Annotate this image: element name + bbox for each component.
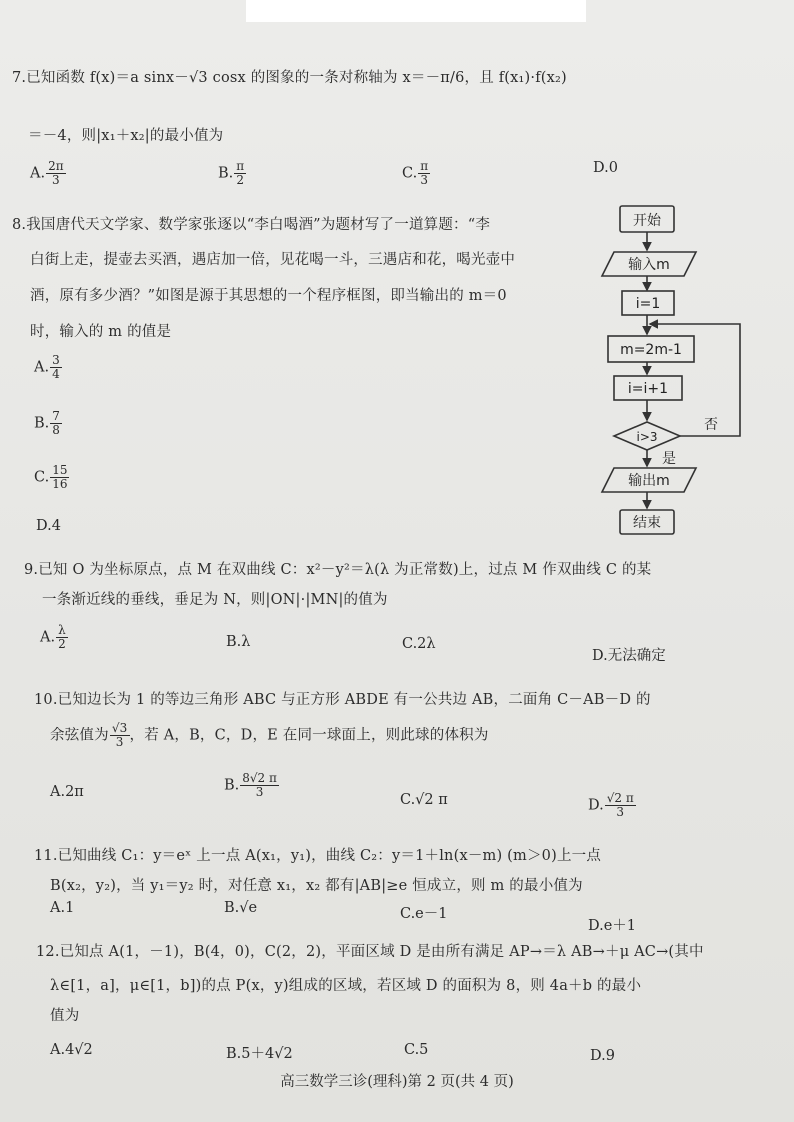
q11-option-a: A.1 bbox=[50, 900, 75, 916]
q11-line2: B(x₂，y₂)，当 y₁＝y₂ 时，对任意 x₁，x₂ 都有|AB|≥e 恒成立，则 m 的最小值为 bbox=[50, 878, 583, 894]
q10-option-d: D. $\frac{√2 \pi}{3}$ bbox=[588, 791, 634, 819]
q9-option-a: A. $\frac{\lambda}{2}$ bbox=[40, 623, 66, 651]
q12-line3: 值为 bbox=[50, 1008, 80, 1024]
q8-option-a: A. $\frac{3}{4}$ bbox=[34, 353, 60, 381]
q10-line2: 余弦值为 $\frac{√3}{3}$ ，若 A，B，C，D，E 在同一球面上，则此球的体积为 bbox=[50, 721, 489, 749]
flow-input-label: 输入m bbox=[628, 257, 670, 273]
flow-condition-label: i>3 bbox=[636, 430, 658, 444]
page-footer: 高三数学三诊(理科)第 2 页(共 4 页) bbox=[280, 1074, 514, 1090]
q8-line1: 8.我国唐代天文学家、数学家张逐以“李白喝酒”为题材写了一道算题：“李 bbox=[12, 217, 491, 233]
q11-option-c: C.e－1 bbox=[400, 906, 448, 922]
q12-line2: λ∈[1，a]，μ∈[1，b])的点 P(x，y)组成的区域，若区域 D 的面积为 8，则 4a＋b 的最小 bbox=[50, 978, 642, 994]
q10-option-a: A.2π bbox=[50, 784, 84, 800]
flow-step1-label: m=2m-1 bbox=[620, 342, 682, 358]
q11-option-d: D.e＋1 bbox=[588, 918, 637, 934]
q8-line2: 白街上走，提壶去买酒，遇店加一倍，见花喝一斗，三遇店和花，喝光壶中 bbox=[30, 252, 516, 268]
q11-line1: 11.已知曲线 C₁：y＝eˣ 上一点 A(x₁，y₁)，曲线 C₂：y＝1＋ln(x－m) (m＞0)上一点 bbox=[34, 848, 602, 864]
flow-end-label: 结束 bbox=[633, 515, 661, 531]
flow-yes-label: 是 bbox=[662, 451, 676, 467]
q8-option-b: B. $\frac{7}{8}$ bbox=[34, 409, 60, 437]
flow-step2-label: i=i+1 bbox=[627, 381, 669, 397]
flow-output-label: 输出m bbox=[628, 473, 670, 489]
q9-option-d: D.无法确定 bbox=[592, 648, 666, 664]
flow-start-label: 开始 bbox=[633, 213, 661, 229]
q10-option-c: C.√2 π bbox=[400, 792, 448, 808]
q7-option-c: C. $\frac{\pi}{3}$ bbox=[402, 159, 429, 187]
q8-line3: 酒，原有多少酒？”如图是源于其思想的一个程序框图，即当输出的 m＝0 bbox=[30, 288, 507, 304]
q7-option-d: D.0 bbox=[593, 160, 618, 176]
q9-line1: 9.已知 O 为坐标原点，点 M 在双曲线 C：x²－y²＝λ(λ 为正常数)上，过点 M 作双曲线 C 的某 bbox=[24, 562, 652, 578]
q7-line1: 7.已知函数 f(x)＝a sinx－√3 cosx 的图象的一条对称轴为 x＝－π/6，且 f(x₁)·f(x₂) bbox=[12, 70, 567, 86]
flow-init-label: i=1 bbox=[635, 296, 661, 312]
q12-option-c: C.5 bbox=[404, 1042, 429, 1058]
program-flowchart bbox=[592, 198, 752, 538]
q7-option-b: B. $\frac{\pi}{2}$ bbox=[218, 159, 245, 187]
q10-option-b: B. $\frac{8√2 \pi}{3}$ bbox=[224, 771, 277, 799]
q8-option-d: D.4 bbox=[36, 518, 61, 534]
q9-option-c: C.2λ bbox=[402, 636, 436, 652]
q12-option-a: A.4√2 bbox=[50, 1042, 93, 1058]
q12-line1: 12.已知点 A(1，－1)，B(4，0)，C(2，2)，平面区域 D 是由所有满足 AP→＝λ AB→＋μ AC→(其中 bbox=[36, 944, 704, 960]
q8-option-c: C. $\frac{15}{16}$ bbox=[34, 463, 68, 491]
q12-option-b: B.5＋4√2 bbox=[226, 1046, 293, 1062]
flow-no-label: 否 bbox=[704, 417, 718, 433]
header-blank-strip bbox=[246, 0, 586, 22]
flowchart-svg bbox=[592, 198, 752, 538]
q12-option-d: D.9 bbox=[590, 1048, 615, 1064]
q11-option-b: B.√e bbox=[224, 900, 258, 916]
q10-line1: 10.已知边长为 1 的等边三角形 ABC 与正方形 ABDE 有一公共边 AB，二面角 C－AB－D 的 bbox=[34, 692, 651, 708]
q7-option-a: A. $\frac{2\pi}{3}$ bbox=[30, 159, 64, 187]
q9-option-b: B.λ bbox=[226, 634, 251, 650]
q9-line2: 一条渐近线的垂线，垂足为 N，则|ON|·|MN|的值为 bbox=[42, 592, 388, 608]
q7-line2: ＝－4，则|x₁＋x₂|的最小值为 bbox=[28, 128, 224, 144]
q8-line4: 时，输入的 m 的值是 bbox=[30, 324, 172, 340]
